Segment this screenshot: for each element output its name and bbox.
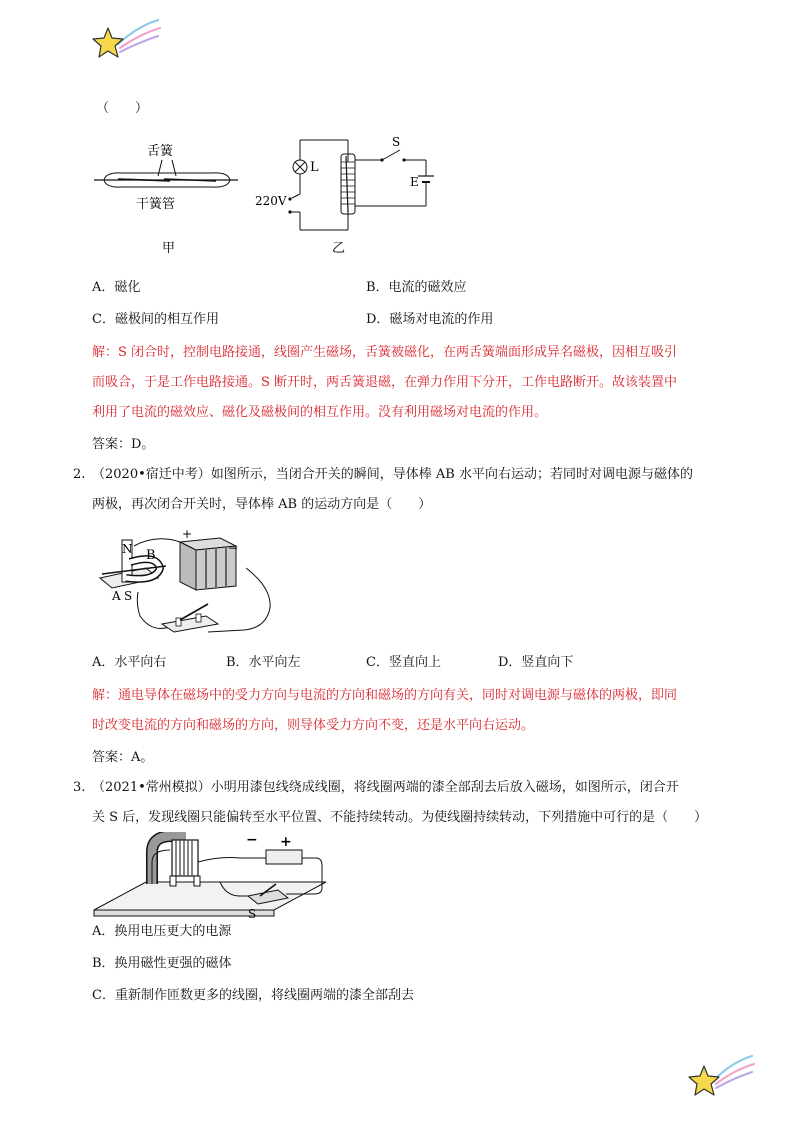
knife-switch-icon [162, 616, 218, 632]
rod-a-label: A [112, 589, 121, 603]
coil-motor-figure [90, 832, 330, 920]
q3-option-c: C．重新制作匝数更多的线圈，将线圈两端的漆全部刮去 [92, 988, 414, 1003]
q2-option-c: C．竖直向上 [366, 655, 441, 670]
q2-answer: 答案：A。 [92, 750, 154, 765]
q1-option-d: D．磁场对电流的作用 [366, 312, 494, 327]
q1-solution-line-2: 而吸合，于是工作电路接通。S 断开时，两舌簧退磁，在弹力作用下分开，工作电路断开。故该装置中 [92, 375, 678, 390]
figure-jia-caption: 甲 [162, 241, 176, 256]
battery-plus-label: + [182, 528, 193, 541]
q1-option-c: C．磁极间的相互作用 [92, 312, 219, 327]
q1-option-b: B．电流的磁效应 [366, 280, 467, 295]
q2-solution-line-2: 时改变电流的方向和磁场的方向，则导体受力方向不变，还是水平向右运动。 [92, 718, 535, 733]
q3-number: 3. [73, 780, 86, 795]
q3-option-a: A．换用电压更大的电源 [92, 924, 232, 939]
magnet-n-label: N [122, 542, 133, 556]
switch-label: S [392, 135, 401, 149]
battery-plus-label: + [280, 834, 292, 850]
q1-answer-bracket: （ ） [96, 101, 149, 116]
battery-minus-label: − [228, 541, 239, 555]
q2-option-d: D．竖直向下 [498, 655, 574, 670]
q3-option-b: B．换用磁性更强的磁体 [92, 956, 232, 971]
q2-stem-line-2: 两极，再次闭合开关时，导体棒 AB 的运动方向是（ ） [92, 497, 432, 512]
reed-tube-label: 干簧管 [136, 197, 176, 212]
switch-s-label: S [248, 907, 257, 920]
star-decoration-icon [684, 1050, 756, 1098]
battery-icon [266, 850, 302, 864]
lamp-label: L [310, 160, 319, 175]
q3-stem-line-1: （2021•常州模拟）小明用漆包线绕成线圈，将线圈两端的漆全部刮去后放入磁场，如图所示，闭合开 [92, 780, 679, 795]
star-decoration-icon [90, 14, 162, 60]
figure-yi-caption: 乙 [332, 241, 346, 256]
battery-minus-label: − [246, 832, 258, 848]
magnet-s-label: S [124, 589, 133, 603]
q1-option-a: A．磁化 [92, 280, 141, 295]
q3-stem-line-2: 关 S 后，发现线圈只能偏转至水平位置、不能持续转动。为使线圈持续转动，下列措施中可行的是（ ） [92, 810, 708, 825]
q1-solution-line-1: 解：S 闭合时，控制电路接通，线圈产生磁场，舌簧被磁化，在两舌簧端面形成异名磁极，因相互吸引 [92, 345, 678, 360]
voltage-label: 220V [255, 194, 287, 208]
rod-b-label: B [146, 548, 156, 563]
relay-circuit-figure [252, 132, 452, 258]
conductor-magnet-figure [96, 528, 296, 646]
q2-number: 2. [73, 467, 86, 482]
q1-solution-line-3: 利用了电流的磁效应、磁化及磁极间的相互作用。没有利用磁场对电流的作用。 [92, 405, 548, 420]
q2-option-a: A．水平向右 [92, 655, 167, 670]
q1-answer: 答案：D。 [92, 437, 155, 452]
q2-solution-line-1: 解：通电导体在磁场中的受力方向与电流的方向和磁场的方向有关，同时对调电源与磁体的两极，即同 [92, 688, 678, 703]
battery-label: E [410, 175, 419, 189]
q2-option-b: B．水平向左 [226, 655, 301, 670]
q2-stem-line-1: （2020•宿迁中考）如图所示，当闭合开关的瞬间，导体棒 AB 水平向右运动；若同时对调电源与磁体的 [92, 467, 693, 482]
reed-switch-figure [92, 138, 242, 256]
reed-label: 舌簧 [147, 144, 174, 159]
